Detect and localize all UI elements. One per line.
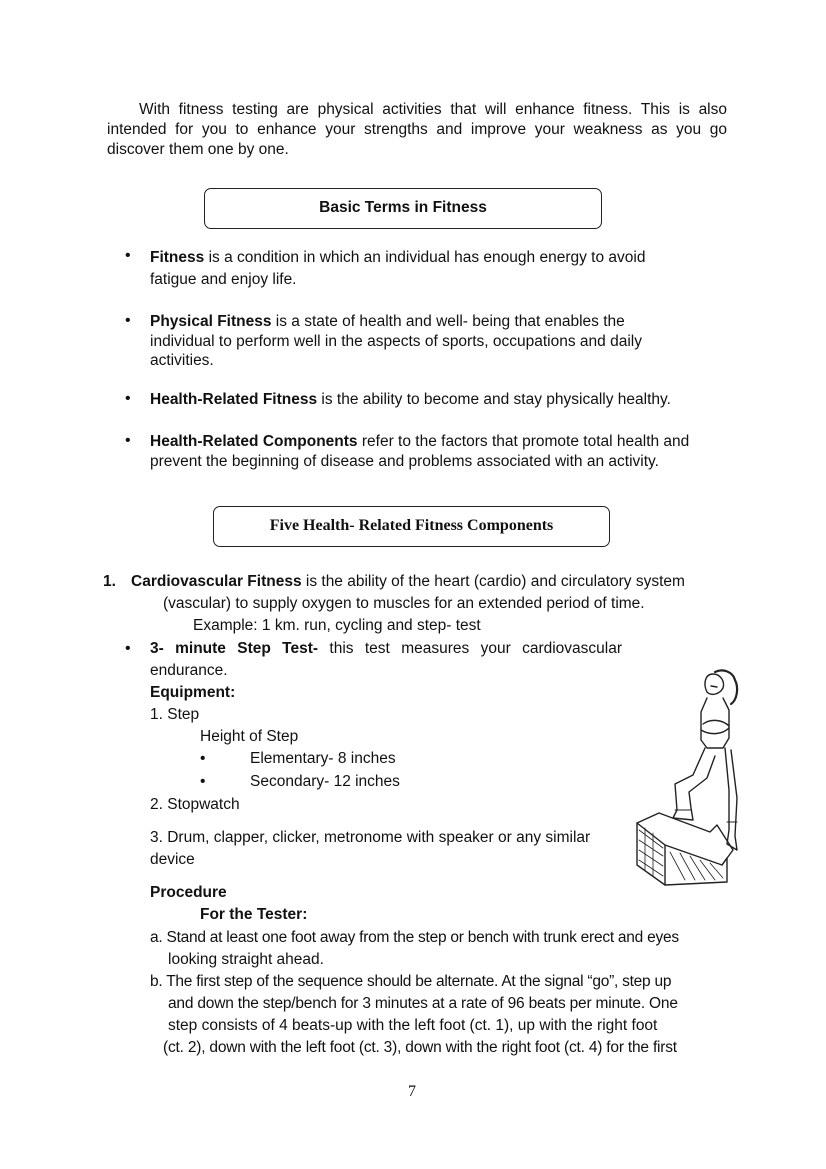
- procedure-step-b: b. The first step of the sequence should be alternate. At the signal “go”, step up: [150, 973, 672, 990]
- bullet-icon: [125, 432, 131, 450]
- term-label: Fitness: [150, 249, 205, 266]
- equipment-item: 3. Drum, clapper, clicker, metronome with speaker or any similar: [150, 829, 591, 846]
- term-definition: refer to the factors that promote total health and prevent the beginning of disease and problems associated with an activity.: [150, 433, 690, 470]
- bullet-icon: •: [200, 750, 206, 767]
- cardio-def-text: is the ability of the heart (cardio) and circulatory system: [301, 573, 685, 590]
- cardio-example: Example: 1 km. run, cycling and step- test: [193, 617, 481, 634]
- term-definition: is a condition in which an individual has enough energy to avoid: [204, 249, 646, 266]
- term-definition: is the ability to become and stay physically healthy.: [317, 391, 671, 408]
- procedure-label: Procedure: [150, 884, 227, 901]
- cardio-term: Cardiovascular Fitness: [131, 573, 302, 590]
- term-health-related-fitness: [150, 390, 730, 410]
- page-number: 7: [408, 1083, 416, 1100]
- bullet-icon: [125, 312, 131, 330]
- head: [705, 674, 724, 694]
- step-test-def-text: this test measures your cardiovascular: [318, 640, 622, 657]
- tester-label: For the Tester:: [200, 906, 308, 923]
- step-height-secondary: Secondary- 12 inches: [250, 773, 400, 790]
- step-test-definition-line2: endurance.: [150, 662, 228, 679]
- bullet-icon: [125, 640, 131, 658]
- term-definition: is a state of health and well- being that enables the individual to perform well in the aspects of sports, occupations and daily activities.: [150, 313, 642, 369]
- bullet-icon: [125, 390, 131, 408]
- procedure-step-b-cont: step consists of 4 beats-up with the left foot (ct. 1), up with the right foot: [168, 1017, 658, 1034]
- intro-text: With fitness testing are physical activities that will enhance fitness. This is also intended for you to enhance your strengths and improve your weakness as you go discover them one by one.: [107, 101, 727, 158]
- step-height-elementary: Elementary- 8 inches: [250, 750, 396, 767]
- term-physical-fitness: [150, 312, 690, 371]
- term-label: Health-Related Components: [150, 433, 358, 450]
- bullet-icon: •: [200, 773, 206, 790]
- section-heading-basic-terms: Basic Terms in Fitness: [204, 188, 602, 229]
- item-number: 1.: [103, 573, 116, 590]
- procedure-step-b-cont: and down the step/bench for 3 minutes at a rate of 96 beats per minute. One: [168, 995, 678, 1012]
- cardio-definition-line2: (vascular) to supply oxygen to muscles for an extended period of time.: [163, 595, 645, 612]
- equipment-item: 1. Step: [150, 706, 200, 723]
- term-label: Physical Fitness: [150, 313, 272, 330]
- bullet-icon: [125, 247, 131, 265]
- equipment-subheading: Height of Step: [200, 728, 299, 745]
- section-heading-five-components: Five Health- Related Fitness Components: [213, 506, 610, 547]
- equipment-item: 2. Stopwatch: [150, 796, 240, 813]
- term-definition-cont: fatigue and enjoy life.: [150, 271, 297, 288]
- term-label: Health-Related Fitness: [150, 391, 318, 408]
- term-fitness: [150, 247, 730, 291]
- procedure-step-a-cont: looking straight ahead.: [168, 951, 324, 968]
- procedure-step-b-cont: (ct. 2), down with the left foot (ct. 3), down with the right foot (ct. 4) for the first: [163, 1039, 677, 1056]
- term-health-related-components: [150, 432, 705, 471]
- equipment-label: Equipment:: [150, 684, 236, 701]
- woman-on-step-illustration: [615, 660, 765, 895]
- step-test-definition: [150, 640, 622, 658]
- cardio-definition: [131, 573, 731, 591]
- equipment-item-cont: device: [150, 851, 195, 868]
- intro-paragraph: [107, 100, 727, 160]
- procedure-step-a: a. Stand at least one foot away from the step or bench with trunk erect and eyes: [150, 929, 679, 946]
- step-test-term: 3- minute Step Test-: [150, 640, 319, 657]
